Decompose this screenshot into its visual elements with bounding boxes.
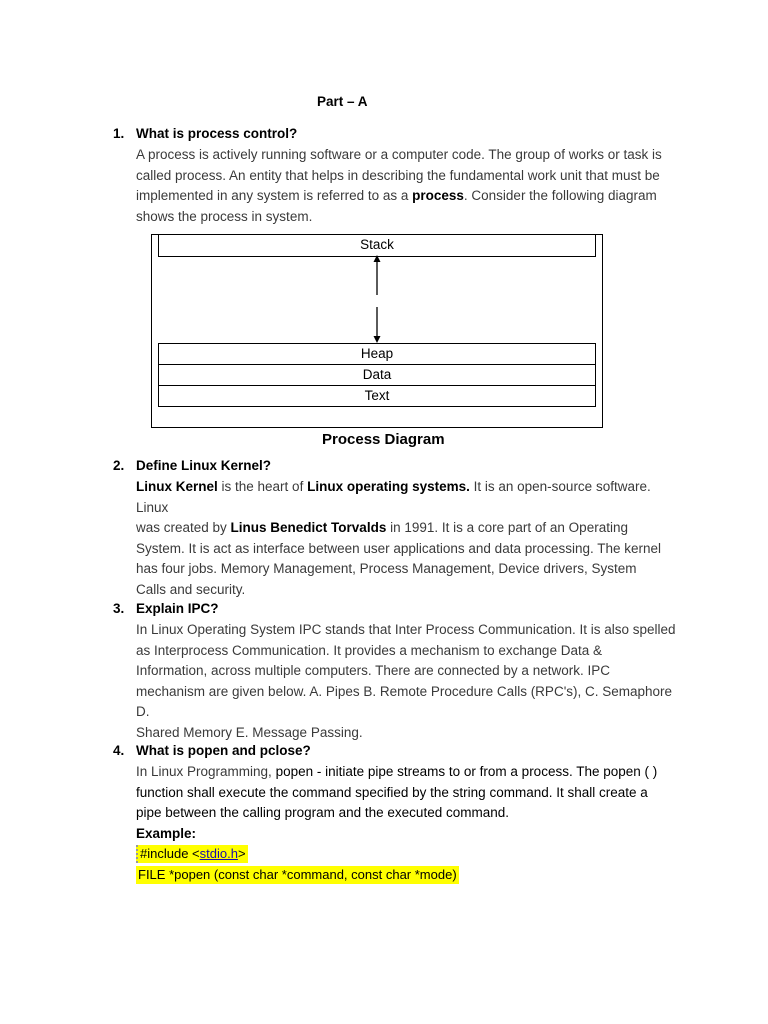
term: Linux operating systems.	[307, 479, 470, 494]
stdio-link[interactable]: stdio.h	[199, 846, 238, 861]
question-3	[113, 601, 219, 616]
example-label: Example:	[136, 825, 197, 841]
answer-text: in 1991. It is a core part of an Operating	[386, 520, 628, 536]
answer-line: pipe between the calling program and the executed command.	[136, 805, 509, 821]
answer-4	[136, 762, 686, 844]
answer-text: is the heart of	[217, 479, 308, 494]
question-number: 2.	[113, 458, 125, 473]
answer-1	[136, 145, 686, 227]
answer-line: System. It is act as interface between user applications and data processing. The kernel	[136, 540, 662, 556]
answer-line: has four jobs. Memory Management, Process Management, Device drivers, System	[136, 561, 637, 577]
answer-line: as Interprocess Communication. It provides a mechanism to exchange Data &	[136, 642, 602, 658]
answer-2	[136, 477, 686, 601]
answer-line	[136, 477, 686, 518]
stack-segment: Stack	[158, 235, 596, 257]
question-2	[113, 458, 271, 473]
code-include-line	[136, 845, 248, 863]
question-text: Define Linux Kernel?	[136, 458, 272, 473]
answer-text: popen - initiate pipe streams to or from a process. The popen ( )	[275, 764, 658, 779]
bold-term: process	[412, 188, 464, 204]
answer-text: In Linux Programming,	[136, 764, 276, 779]
question-text: What is popen and pclose?	[136, 743, 311, 758]
page-title: Part – A	[317, 94, 368, 109]
code-popen-line: FILE *popen (const char *command, const char *mode)	[138, 867, 457, 882]
answer-line: A process is actively running software or a computer code. The group of works or task is	[136, 147, 662, 162]
answer-3	[136, 620, 686, 744]
diagram-caption: Process Diagram	[322, 431, 445, 448]
process-diagram	[151, 234, 603, 428]
question-text: Explain IPC?	[136, 601, 219, 616]
answer-text: It is an open-source software. Linux	[136, 479, 651, 515]
answer-text: was created by	[136, 520, 231, 536]
code-text: >	[237, 846, 246, 861]
answer-line: mechanism are given below. A. Pipes B. Remote Procedure Calls (RPC's), C. Semaphore D.	[136, 683, 673, 720]
question-text: What is process control?	[136, 126, 298, 141]
answer-line: In Linux Operating System IPC stands that Inter Process Communication. It is also spelled	[136, 622, 676, 637]
answer-line: called process. An entity that helps in describing the fundamental work unit that must be	[136, 167, 660, 183]
answer-line: Shared Memory E. Message Passing.	[136, 724, 363, 740]
answer-line: Calls and security.	[136, 581, 246, 597]
heap-segment: Heap	[158, 343, 596, 365]
answer-line: function shall execute the command specified by the string command. It shall create a	[136, 784, 648, 800]
question-4	[113, 743, 311, 758]
answer-line: shows the process in system.	[136, 208, 313, 224]
answer-line	[136, 762, 686, 783]
answer-text: implemented in any system is referred to as a	[136, 188, 413, 204]
answer-line	[136, 518, 686, 539]
term: Linus Benedict Torvalds	[230, 520, 387, 536]
answer-line: Information, across multiple computers. There are connected by a network. IPC	[136, 663, 610, 679]
code-text: #include <	[140, 846, 200, 861]
question-number: 3.	[113, 601, 125, 616]
question-1	[113, 126, 297, 141]
question-number: 4.	[113, 743, 125, 758]
answer-line	[136, 186, 686, 207]
question-number: 1.	[113, 126, 125, 141]
answer-text: . Consider the following diagram	[463, 188, 657, 204]
term: Linux Kernel	[136, 479, 218, 494]
text-segment: Text	[158, 385, 596, 407]
stack-heap-arrows-icon	[362, 255, 392, 345]
data-segment: Data	[158, 364, 596, 386]
